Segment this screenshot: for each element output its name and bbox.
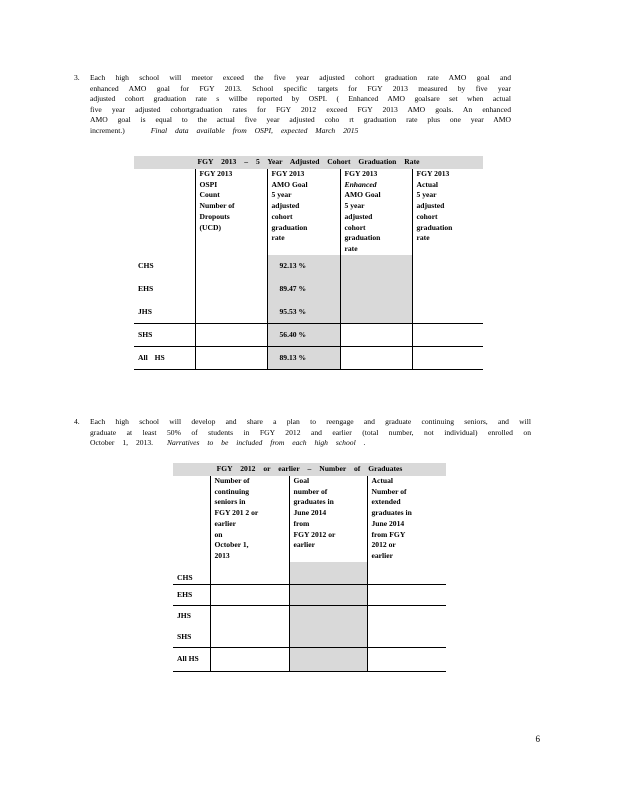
school-label: All HS bbox=[134, 347, 195, 370]
item-3-number: 3. bbox=[74, 73, 80, 82]
table-row bbox=[134, 278, 483, 301]
item-3-line: five year adjusted cohortgraduation rates for FGY 2012 exceed FGY 2013 AMO goals. An enhanced bbox=[90, 104, 511, 114]
graduates-table bbox=[173, 463, 446, 672]
school-label: JHS bbox=[177, 611, 191, 621]
column-header: Goal number of graduates in June 2014 from FGY 2012 or earlier bbox=[289, 476, 367, 562]
page-number: 6 bbox=[535, 734, 540, 744]
school-label: SHS bbox=[134, 324, 195, 347]
table-row bbox=[173, 648, 446, 672]
item-4-line: Each high school will develop and share a plan to reengage and graduate continuing seniors, and will bbox=[90, 417, 531, 426]
column-header: FGY 2013 Enhanced AMO Goal 5 year adjusted cohort graduation rate bbox=[340, 169, 412, 255]
amo-goal-value: 92.13 % bbox=[267, 255, 340, 278]
table-corner bbox=[134, 169, 195, 255]
item-3-line: enhanced AMO goal for FGY 2013. School specific targets for FGY 2013 measured by five year bbox=[90, 83, 511, 93]
table-row bbox=[173, 627, 446, 648]
table-title: FGY 2012 or earlier – Number of Graduates bbox=[173, 463, 446, 476]
table-row bbox=[134, 255, 483, 278]
column-header: Number of continuing seniors in FGY 201 2 or earlier on October 1, 2013 bbox=[210, 476, 289, 562]
column-header: FGY 2013 Actual 5 year adjusted cohort graduation rate bbox=[412, 169, 483, 255]
table-row bbox=[134, 324, 483, 347]
column-header: FGY 2013 OSPI Count Number of Dropouts (UCD) bbox=[195, 169, 267, 255]
school-label: EHS bbox=[138, 283, 154, 293]
table-row bbox=[134, 347, 483, 370]
item-3-line: AMO goal is equal to the actual five year adjusted coho rt graduation rate plus one year AMO bbox=[90, 115, 511, 124]
item-3-line: increment.) bbox=[90, 125, 125, 135]
table-row bbox=[173, 585, 446, 606]
column-header: FGY 2013 AMO Goal 5 year adjusted cohort graduation rate bbox=[267, 169, 340, 255]
amo-goal-value: 89.47 % bbox=[267, 278, 340, 301]
school-label: EHS bbox=[173, 585, 210, 606]
item-4-narratives-note: Narratives to be included from each high school . bbox=[166, 438, 366, 447]
item-4-number: 4. bbox=[74, 417, 80, 426]
column-header: Actual Number of extended graduates in June 2014 from FGY 2012 or earlier bbox=[367, 476, 446, 562]
table-row bbox=[173, 562, 446, 585]
amo-goal-value: 89.13 % bbox=[267, 347, 340, 370]
item-3-line: adjusted cohort graduation rate s willbe reported by OSPI. ( Enhanced AMO goalsare set when actual bbox=[90, 94, 511, 103]
table-row bbox=[134, 301, 483, 324]
amo-goal-value: 56.40 % bbox=[267, 324, 340, 347]
item-3-final-data-note: Final data available from OSPI, expected March 2015 bbox=[150, 125, 359, 135]
item-4-line: October 1, 2013. bbox=[90, 438, 154, 447]
school-label: JHS bbox=[134, 301, 195, 324]
school-label: CHS bbox=[173, 562, 210, 585]
graduation-rate-table bbox=[134, 156, 483, 370]
school-label: SHS bbox=[173, 627, 210, 648]
table-corner bbox=[173, 476, 210, 562]
school-label: CHS bbox=[138, 260, 154, 270]
table-row bbox=[173, 606, 446, 627]
amo-goal-value: 95.53 % bbox=[267, 301, 340, 324]
table-title: FGY 2013 – 5 Year Adjusted Cohort Graduation Rate bbox=[134, 156, 483, 169]
item-4-line: graduate at least 50% of students in FGY 2012 and earlier (total number, not individual) enrolled on bbox=[90, 427, 531, 437]
school-label: All HS bbox=[173, 648, 210, 672]
item-3-line: Each high school will meetor exceed the five year adjusted cohort graduation rate AMO goal and bbox=[90, 73, 511, 82]
